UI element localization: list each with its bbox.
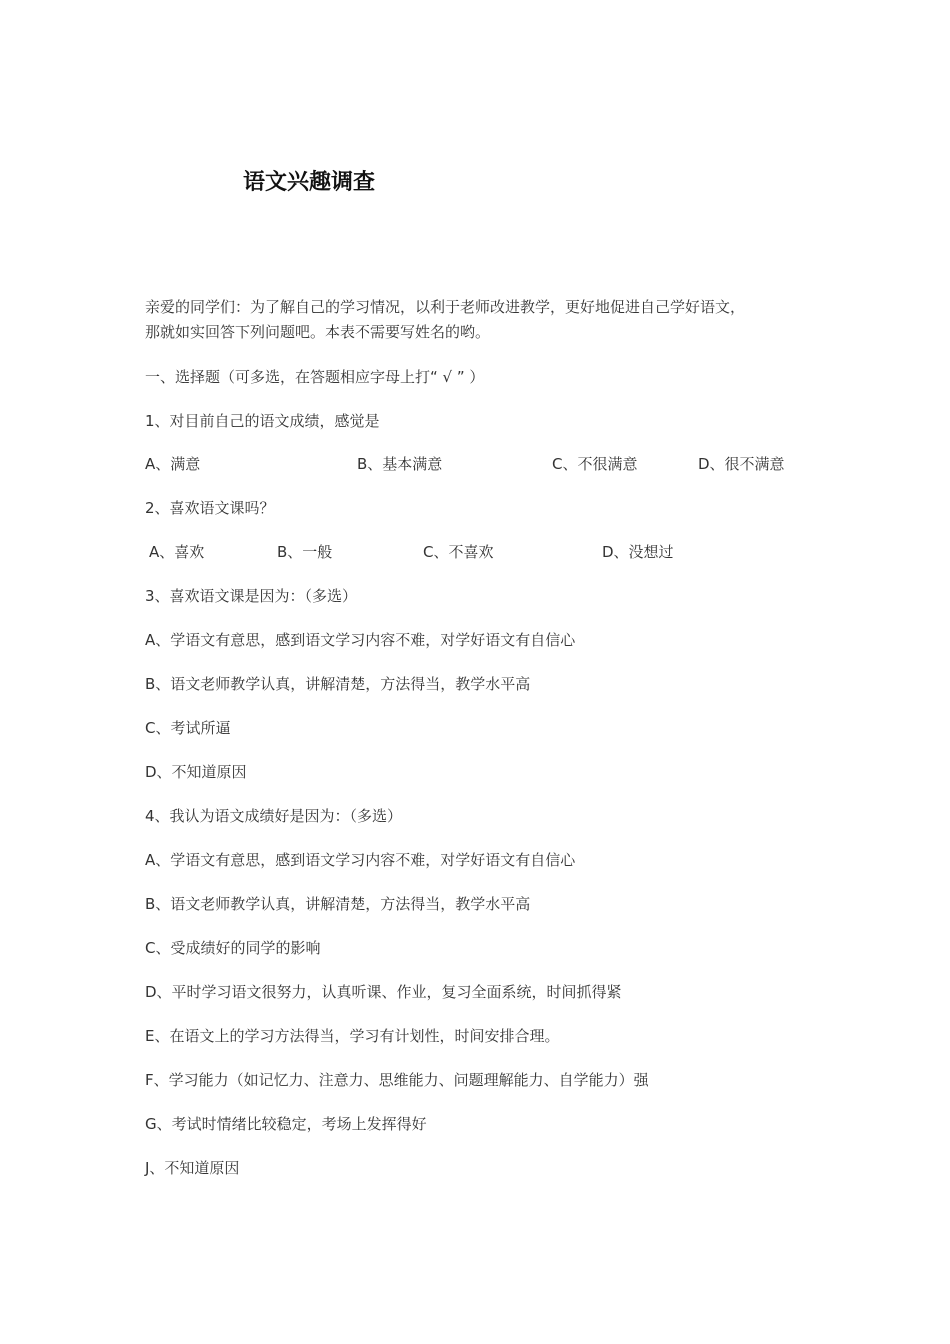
question-4-text: 4、我认为语文成绩好是因为：（多选） (145, 807, 403, 825)
q4-option-j[interactable]: J、不知道原因 (145, 1159, 240, 1177)
q1-option-c[interactable]: C、不很满意 (552, 455, 638, 473)
question-2-text: 2、喜欢语文课吗？ (145, 499, 275, 517)
intro-line-2: 那就如实回答下列问题吧。本表不需要写姓名的哟。 (145, 323, 491, 341)
q3-option-a[interactable]: A、学语文有意思，感到语文学习内容不难，对学好语文有自信心 (145, 631, 576, 649)
q4-option-b[interactable]: B、语文老师教学认真，讲解清楚，方法得当，教学水平高 (145, 895, 531, 913)
q1-option-a[interactable]: A、满意 (145, 455, 201, 473)
q3-option-b[interactable]: B、语文老师教学认真，讲解清楚，方法得当，教学水平高 (145, 675, 531, 693)
q4-option-f[interactable]: F、学习能力（如记忆力、注意力、思维能力、问题理解能力、自学能力）强 (145, 1071, 649, 1089)
q2-option-d[interactable]: D、没想过 (602, 543, 674, 561)
q3-option-c[interactable]: C、考试所逼 (145, 719, 231, 737)
q4-option-c[interactable]: C、受成绩好的同学的影响 (145, 939, 321, 957)
question-1-text: 1、对目前自己的语文成绩，感觉是 (145, 412, 380, 430)
page-title: 语文兴趣调查 (243, 170, 376, 195)
intro-line-1: 亲爱的同学们：为了解自己的学习情况，以利于老师改进教学，更好地促进自己学好语文， (145, 298, 746, 316)
q3-option-d[interactable]: D、不知道原因 (145, 763, 247, 781)
q4-option-g[interactable]: G、考试时情绪比较稳定，考场上发挥得好 (145, 1115, 427, 1133)
q1-option-d[interactable]: D、很不满意 (698, 455, 785, 473)
intro-paragraph (145, 295, 825, 345)
q4-option-a[interactable]: A、学语文有意思，感到语文学习内容不难，对学好语文有自信心 (145, 851, 576, 869)
q4-option-e[interactable]: E、在语文上的学习方法得当，学习有计划性，时间安排合理。 (145, 1027, 560, 1045)
section-heading: 一、选择题（可多选，在答题相应字母上打“ √ ” ） (145, 368, 485, 386)
q1-option-b[interactable]: B、基本满意 (357, 455, 443, 473)
q2-option-b[interactable]: B、一般 (277, 543, 333, 561)
question-3-text: 3、喜欢语文课是因为：（多选） (145, 587, 358, 605)
q2-option-c[interactable]: C、不喜欢 (423, 543, 494, 561)
q4-option-d[interactable]: D、平时学习语文很努力，认真听课、作业，复习全面系统，时间抓得紧 (145, 983, 622, 1001)
q2-option-a[interactable]: A、喜欢 (149, 543, 205, 561)
